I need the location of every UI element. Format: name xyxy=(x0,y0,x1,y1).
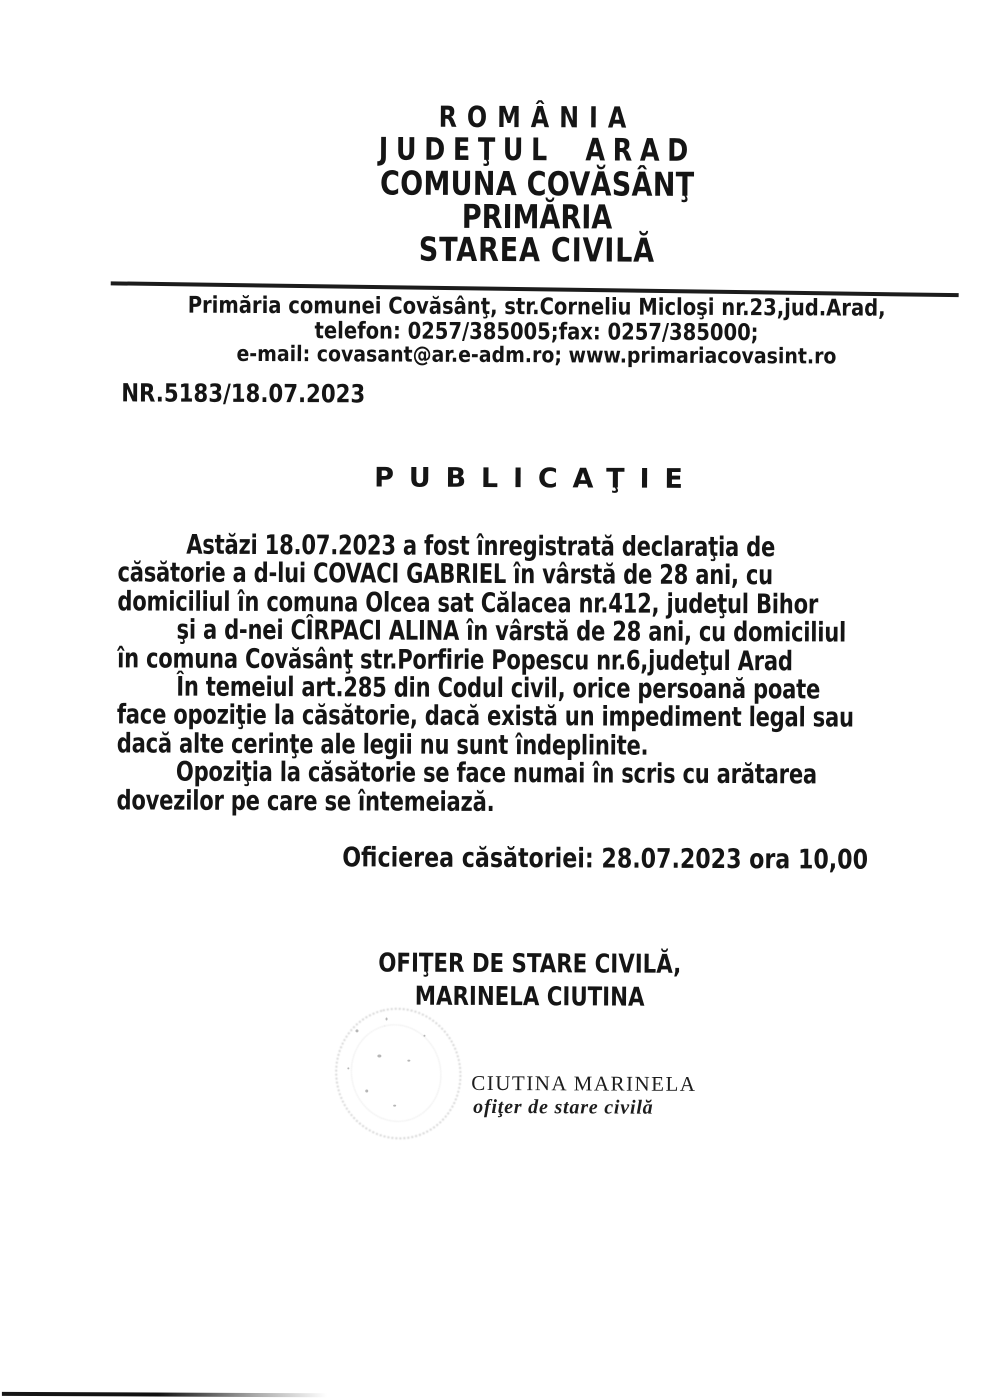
officer-name: MARINELA CIUTINA xyxy=(414,981,645,1013)
letterhead-department xyxy=(87,231,987,268)
body-line: dovezilor pe care se întemeiază. xyxy=(116,785,495,818)
scan-artifact-line xyxy=(2,1392,327,1397)
stamp-speckle xyxy=(393,1105,396,1107)
stamp-speckle xyxy=(347,1067,349,1069)
body-line: în comuna Covăsânţ str.Porfirie Popescu nr.6,judeţul Arad xyxy=(117,642,793,677)
body-line: dacă alte cerinţe ale legii nu sunt îndeplinite. xyxy=(116,728,649,762)
department-text: STAREA CIVILĂ xyxy=(418,229,656,270)
contact-block xyxy=(86,293,986,370)
stamp-speckle xyxy=(355,1029,358,1032)
official-stamp-faint xyxy=(321,995,475,1153)
stamp-speckle xyxy=(386,1018,388,1021)
letterhead-country xyxy=(87,99,987,136)
country-text: ROMÂNIA xyxy=(438,99,637,135)
stamp-speckle xyxy=(407,1060,410,1062)
officer-title: OFIŢER DE STARE CIVILĂ, xyxy=(378,948,682,980)
body-line: domiciliul în comuna Olcea sat Călacea nr.412, judeţul Bihor xyxy=(117,586,819,621)
stamp-speckle xyxy=(377,1054,381,1057)
letterhead xyxy=(87,99,988,268)
contact-email-web: e-mail: covasant@ar.e-adm.ro; www.primariacovasint.ro xyxy=(236,341,837,370)
office-text: PRIMĂRIA xyxy=(461,196,613,237)
signature-stamp-role: ofiţer de stare civilă xyxy=(473,1095,654,1119)
body-line: căsătorie a d-lui COVACI GABRIEL în vârstă de 28 ani, cu xyxy=(117,557,774,592)
body-line: În temeiul art.285 din Codul civil, orice persoană poate xyxy=(176,671,821,706)
signature-stamp-name: CIUTINA MARINELA xyxy=(471,1070,697,1096)
body-line: face opoziţie la căsătorie, dacă există un impediment legal sau xyxy=(116,699,854,735)
officer-block xyxy=(280,947,780,1015)
document-title: PUBLICAŢIE xyxy=(374,462,698,495)
commune-text: COMUNA COVĂSÂNŢ xyxy=(379,163,695,204)
stamp-speckle xyxy=(423,1035,425,1037)
contact-address: Primăria comunei Covăsânţ, str.Corneliu Micloşi nr.23,jud.Arad, xyxy=(187,292,886,322)
county-text: JUDEŢUL ARAD xyxy=(378,131,696,169)
body-line: Opoziţia la căsătorie se face numai în scris cu arătarea xyxy=(175,756,818,791)
stamp-speckle xyxy=(365,1089,368,1092)
body-text xyxy=(116,531,971,819)
contact-phone-fax: telefon: 0257/385005;fax: 0257/385000; xyxy=(314,317,759,346)
body-line: Astăzi 18.07.2023 a fost înregistrată declaraţia de xyxy=(186,529,776,564)
body-line: şi a d-nei CÎRPACI ALINA în vârstă de 28 ani, cu domiciliul xyxy=(176,614,847,649)
ceremony-date-line: Oficierea căsătoriei: 28.07.2023 ora 10,00 xyxy=(342,842,869,876)
registration-number: NR.5183/18.07.2023 xyxy=(121,378,366,409)
